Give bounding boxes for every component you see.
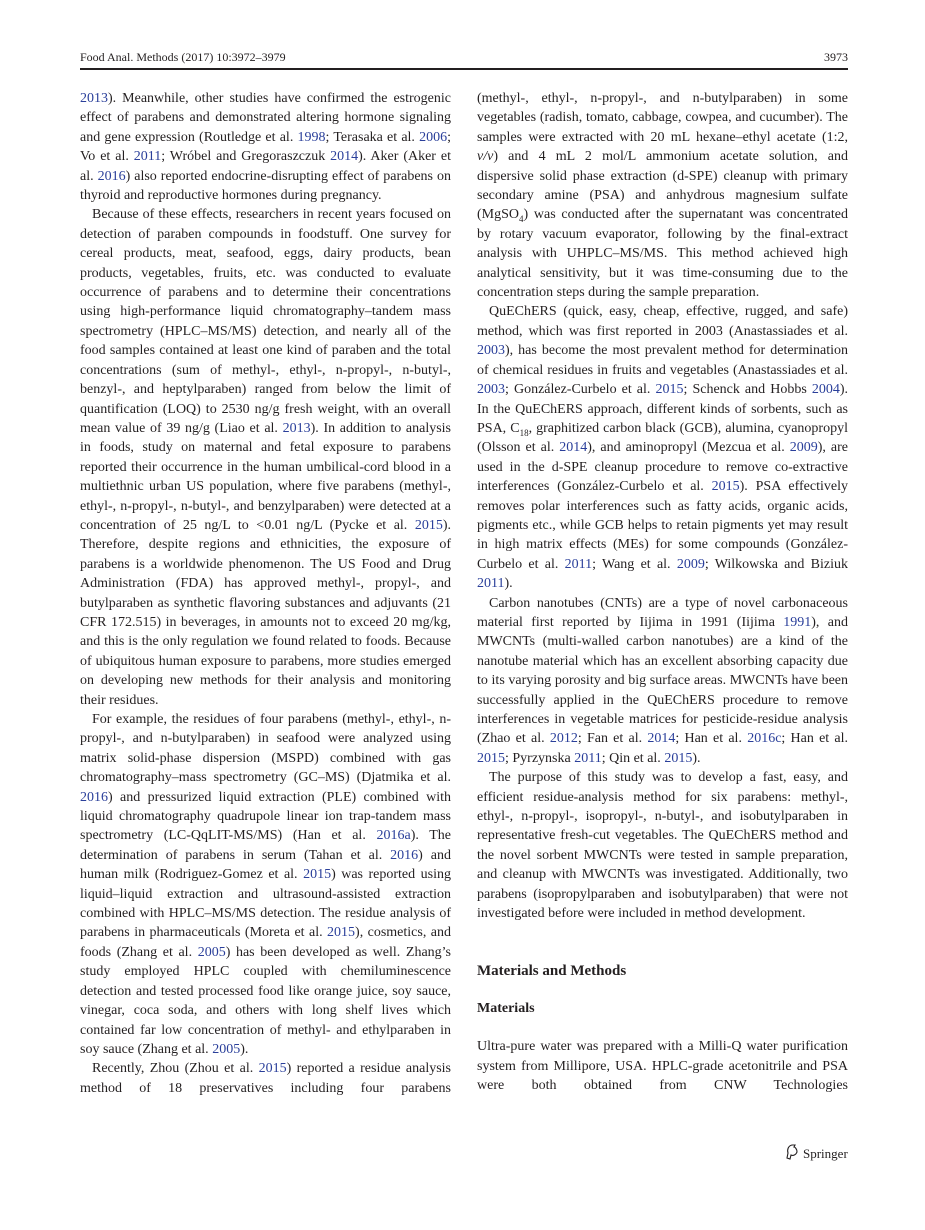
citation-link[interactable]: 2013 xyxy=(80,91,108,106)
citation-link[interactable]: 2014 xyxy=(559,440,588,456)
subscript: 18 xyxy=(519,427,529,438)
citation-link[interactable]: 2015 xyxy=(303,867,332,883)
citation-link[interactable]: 2012 xyxy=(549,731,578,747)
paragraph: 2013). Meanwhile, other studies have confirmed the estrogenic effect of parabens and demonstrated altering hormone signaling and gene expression (Routledge et al. 1998; Terasaka et al. 2006; Vo et al. 2011; Wróbel and Gregoraszczuk 2014). Aker (Aker et al. 2016) also reported endocrine-disrupting effect of parabens on thyroid and reproductive hormones during pregnancy. xyxy=(80,91,452,204)
materials-body xyxy=(477,1037,848,1095)
citation-link[interactable]: 2003 xyxy=(477,382,505,398)
citation-link[interactable]: 2005 xyxy=(197,944,226,960)
citation-link[interactable]: 2003 xyxy=(477,343,505,359)
citation-link[interactable]: 2015 xyxy=(327,925,356,941)
paragraph: The purpose of this study was to develop a fast, easy, and efficient residue-analysis method for six parabens: methyl-, ethyl-, n-propyl-, isopropyl-, n-butyl-, and isobutylparaben in representative fresh-cut vegetables. The QuEChERS method and the novel sorbent MWCNTs were tested in sample preparation, and cleanup with MWCNTs was investigated. Additionally, two parabens (isopropylparaben and isobutylparaben) that were not investigated before were included in method development. xyxy=(477,770,848,922)
citation-link[interactable]: 2006 xyxy=(419,129,448,145)
citation-link[interactable]: 2015 xyxy=(711,479,740,495)
citation-link[interactable]: 2009 xyxy=(789,440,818,456)
right-column xyxy=(477,89,848,1096)
page-number: 3973 xyxy=(824,50,848,64)
citation-link[interactable]: 2016a xyxy=(376,828,411,844)
publisher-name: Springer xyxy=(803,1146,848,1161)
header-rule xyxy=(80,68,848,70)
paragraph: QuEChERS (quick, easy, cheap, effective, rugged, and safe) method, which was first reported in 2003 (Anastassiades et al. 2003), has become the most prevalent method for determination of chemical residues in fruits and vegetables (Anastassiades et al. 2003; González-Curbelo et al. 2015; Schenck and Hobbs 2004). In the QuEChERS approach, different kinds of sorbents, such as PSA, $C_{18}$, graphitized carbon black (GCB), alumina, cyanopropyl (Olsson et al. 2014), and aminopropyl (Mezcua et al. 2009), are used in the d-SPE cleanup procedure to remove co-extractive interferences (González-Curbelo et al. 2015). PSA effectively removes polar interferences such as fatty acids, organic acids, pigments etc., while GCB helps to retain pigments yet may result in high matrix effects (MEs) for some compounds (González-Curbelo et al. 2011; Wang et al. 2009; Wilkowska and Biziuk 2011). xyxy=(477,304,849,592)
springer-horse-icon xyxy=(785,1144,799,1164)
citation-link[interactable]: 2015 xyxy=(414,517,443,533)
publisher-footer xyxy=(785,1144,848,1164)
paragraph: Recently, Zhou (Zhou et al. 2015) reported a residue analysis method of 18 preservatives including four parabens xyxy=(80,1061,451,1096)
paragraph: (methyl-, ethyl-, n-propyl-, and n-butylparaben) in some vegetables (radish, tomato, cabbage, cowpea, and cucumber). The samples were extracted with 20 mL hexane–ethyl acetate (1:2, v/v) and 4 mL 2 mol/L ammonium acetate solution, and dispersive solid phase extraction (d-SPE) cleanup with primary secondary amine (PSA) and anhydrous magnesium sulfate (MgSO$_4$) was conducted after the supernatant was concentrated by rotary vacuum evaporator, following by the final-extract analysis with UHPLC–MS/MS. This method achieved high analytical sensitivity, but it was time-consuming due to the concentration steps during the sample preparation. xyxy=(477,91,848,301)
left-column xyxy=(80,89,451,1098)
citation-link[interactable]: 2011 xyxy=(564,556,593,572)
paragraph: Ultra-pure water was prepared with a Milli-Q water purification system from Millipore, USA. HPLC-grade acetonitrile and PSA were both obtained from CNW Technologies xyxy=(477,1039,848,1094)
citation-link[interactable]: 2004 xyxy=(811,382,840,398)
citation-link[interactable]: 2011 xyxy=(133,149,162,165)
running-header xyxy=(80,44,848,68)
citation-link[interactable]: 2015 xyxy=(655,382,684,398)
citation-link[interactable]: 2013 xyxy=(282,420,311,436)
citation-link[interactable]: 1998 xyxy=(297,129,326,145)
citation-link[interactable]: 2015 xyxy=(477,750,505,766)
citation-link[interactable]: 2016 xyxy=(97,168,126,184)
citation-link[interactable]: 2015 xyxy=(258,1061,287,1077)
section-heading: Materials and Methods xyxy=(477,963,627,980)
right-column-body xyxy=(477,89,848,923)
citation-link[interactable]: 1991 xyxy=(783,614,812,630)
citation-link[interactable]: 2009 xyxy=(676,556,705,572)
journal-citation: Food Anal. Methods (2017) 10:3972–3979 xyxy=(80,50,286,64)
subscript: 4 xyxy=(519,214,524,225)
citation-link[interactable]: 2016c xyxy=(747,731,782,747)
paragraph: Because of these effects, researchers in recent years focused on detection of paraben compounds in foodstuff. One survey for cereal products, meat, seafood, eggs, dairy products, bean products, vegetables, fruits, etc. was conducted to evaluate occurrence of parabens and to determine their concentrations using high-performance liquid chromatography–tandem mass spectrometry (HPLC–MS/MS) detection, and nearly all of the food samples contained at least one kind of paraben and the total concentrations (sum of methyl-, ethyl-, n-propyl-, n-butyl-, benzyl-, and heptylparaben) ranged from below the limit of quantification (LOQ) to 2530 ng/g fresh weight, with an overall mean value of 39 ng/g (Liao et al. 2013). In addition to analysis in foods, study on maternal and fetal exposure to parabens reported their occurrence in the human umbilical-cord blood in a multiethnic urban US population, where five parabens (methyl-, ethyl-, n-propyl-, n-butyl-, and benzylparaben) were detected at a concentration of 25 ng/L to <0.01 ng/L (Pycke et al. 2015). Therefore, despite regions and ethnicities, the exposure of parabens is a worldwide phenomenon. The US Food and Drug Administration (FDA) has approved methyl-, propyl-, and butylparaben as synthetic flavoring substances and adjuvants (21 CFR 172.515) in beverages, in amounts not to exceed 20 mg/kg, and this is the only regulation we found related to foods. Because of ubiquitous human exposure to parabens, more studies emerged on developing new methods for their analysis and monitoring their residues. xyxy=(80,207,452,708)
paragraph: For example, the residues of four parabens (methyl-, ethyl-, n-propyl-, and n-butylparaben) in seafood were analyzed using matrix solid-phase dispersion (MSPD) combined with gas chromatography–mass spectrometry (GC–MS) (Djatmika et al. 2016) and pressurized liquid extraction (PLE) combined with liquid chromatography quadrupole linear ion trap-tandem mass spectrometry (LC-QqLIT-MS/MS) (Han et al. 2016a). The determination of parabens in serum (Tahan et al. 2016) and human milk (Rodriguez-Gomez et al. 2015) was reported using liquid–liquid extraction and ultrasound-assisted extraction combined with HPLC–MS/MS detection. The residue analysis of parabens in pharmaceuticals (Moreta et al. 2015), cosmetics, and foods (Zhang et al. 2005) has been developed as well. Zhang’s study employed HPLC coupled with chemiluminescence detection and tested processed food like orange juice, soy sauce, vinegar, coca soda, and others with long shelf lives which contained far low concentration of methyl- and ethylparaben in soy sauce (Zhang et al. 2005). xyxy=(80,712,452,1057)
citation-link[interactable]: 2016 xyxy=(390,847,419,863)
citation-link[interactable]: 2016 xyxy=(80,789,108,805)
paragraph: Carbon nanotubes (CNTs) are a type of novel carbonaceous material first reported by Iijima in 1991 (Iijima 1991), and MWCNTs (multi-walled carbon nanotubes) are a kind of the nanotube material which has an excellent absorbing capacity due to its varying porosity and big surface areas. MWCNTs have been successfully applied in the QuEChERS procedure to remove interferences in vegetable matrices for pesticide-residue analysis (Zhao et al. 2012; Fan et al. 2014; Han et al. 2016c; Han et al. 2015; Pyrzynska 2011; Qin et al. 2015). xyxy=(477,595,849,766)
italic-text: v/v xyxy=(477,149,494,165)
citation-link[interactable]: 2015 xyxy=(664,750,693,766)
subsection-heading: Materials xyxy=(477,1001,535,1017)
citation-link[interactable]: 2014 xyxy=(330,149,359,165)
citation-link[interactable]: 2011 xyxy=(574,750,602,766)
citation-link[interactable]: 2011 xyxy=(477,576,505,592)
citation-link[interactable]: 2005 xyxy=(212,1041,241,1057)
citation-link[interactable]: 2014 xyxy=(647,731,676,747)
